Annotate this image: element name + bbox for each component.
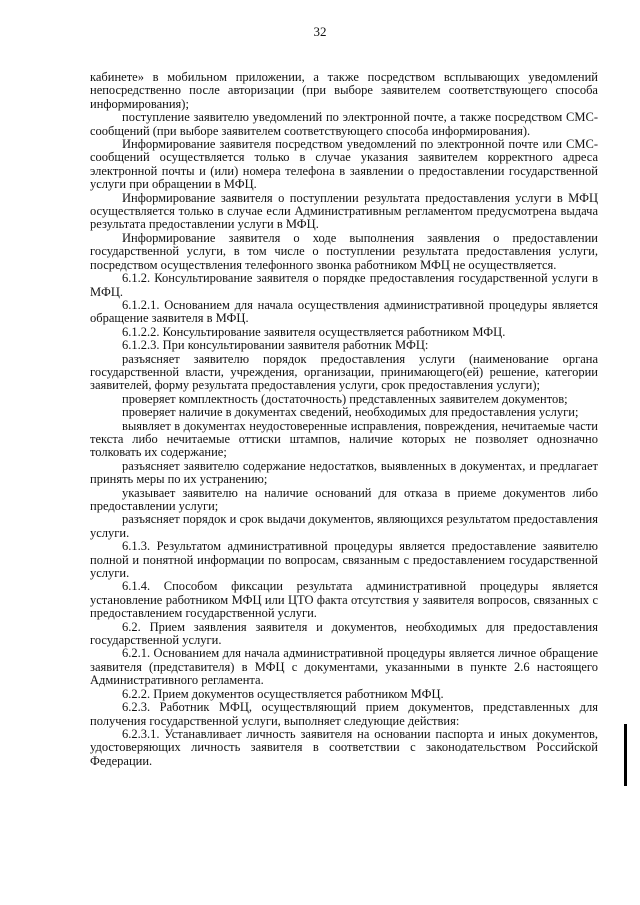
paragraph: 6.1.2.1. Основанием для начала осуществления административной процедуры является обращение заявителя в МФЦ.	[90, 297, 598, 326]
paragraph: 6.1.2.3. При консультировании заявителя работник МФЦ:	[122, 338, 429, 353]
list-item: выявляет в документах неудостоверенные исправления, повреждения, нечитаемые части текста либо нечитаемые оттиски штампов, наличие которых не позволяет однозначно толковать их содержание;	[90, 418, 598, 460]
section-heading: 6.2. Прием заявления заявителя и документов, необходимых для предоставления государственной услуги.	[90, 619, 598, 648]
list-item: проверяет наличие в документах сведений, необходимых для предоставления услуги;	[122, 405, 579, 420]
list-item: разъясняет заявителю содержание недостатков, выявленных в документах, и предлагает принять меры по их устранению;	[90, 458, 598, 487]
margin-mark	[624, 724, 627, 786]
paragraph: 6.2.3. Работник МФЦ, осуществляющий прием документов, представленных для получения государственной услуги, выполняет следующие действия:	[90, 700, 598, 728]
paragraph: 6.2.2. Прием документов осуществляется работником МФЦ.	[122, 686, 444, 701]
section-heading: 6.1.2. Консультирование заявителя о порядке предоставления государственной услуги в МФЦ.	[90, 271, 598, 299]
paragraph: 6.1.4. Способом фиксации результата административной процедуры является установление работником МФЦ или ЦТО факта отсутствия у заявителя вопросов, связанных с предоставлением государственной услуги.	[90, 579, 598, 621]
paragraph: поступление заявителю уведомлений по электронной почте, а также посредством СМС-сообщений (при выборе заявителем соответствующего способа информирования).	[90, 110, 598, 138]
list-item: указывает заявителю на наличие оснований для отказа в приеме документов либо предоставлении услуги;	[90, 485, 598, 513]
list-item: разъясняет заявителю порядок предоставления услуги (наименование органа государственной власти, учреждения, организации, принимающего(ей) решение, категории заявителей, форму результата предоставления услуги, срок предоставления услуги);	[90, 351, 598, 393]
paragraph: 6.2.1. Основанием для начала административной процедуры является личное обращение заявителя (представителя) в МФЦ с документами, указанными в пункте 2.6 настоящего Административного регламента.	[90, 646, 598, 688]
paragraph: кабинете» в мобильном приложении, а также посредством всплывающих уведомлений непосредственно после авторизации (при выборе заявителем соответствующего способа информирования);	[90, 70, 598, 111]
paragraph: Информирование заявителя посредством уведомлений по электронной почте или СМС-сообщений осуществляется только в случае указания заявителем корректного адреса электронной почты и (или) номера телефона в заявлении о предоставлении государственной услуги при обращении в МФЦ.	[90, 137, 598, 192]
page-number: 32	[313, 24, 327, 39]
paragraph: Информирование заявителя о поступлении результата предоставления услуги в МФЦ осуществляется только в случае если Административным регламентом предусмотрена выдача результата предоставлении услуги в МФЦ.	[90, 190, 598, 232]
paragraph: 6.2.3.1. Устанавливает личность заявителя на основании паспорта и иных документов, удостоверяющих личность заявителя в соответствии с законодательством Российской Федерации.	[90, 726, 598, 768]
list-item: разъясняет порядок и срок выдачи документов, являющихся результатом предоставления услуги.	[90, 512, 598, 540]
list-item: проверяет комплектность (достаточность) представленных заявителем документов;	[122, 391, 568, 406]
paragraph: Информирование заявителя о ходе выполнения заявления о предоставлении государственной услуги, в том числе о поступлении результата предоставления услуги, посредством осуществления телефонного звонка работником МФЦ не осуществляется.	[90, 230, 598, 272]
body-text	[90, 71, 598, 768]
paragraph: 6.1.3. Результатом административной процедуры является предоставление заявителю полной и понятной информации по вопросам, связанным с предоставлением государственной услуги.	[90, 539, 598, 581]
paragraph: 6.1.2.2. Консультирование заявителя осуществляется работником МФЦ.	[122, 324, 506, 339]
